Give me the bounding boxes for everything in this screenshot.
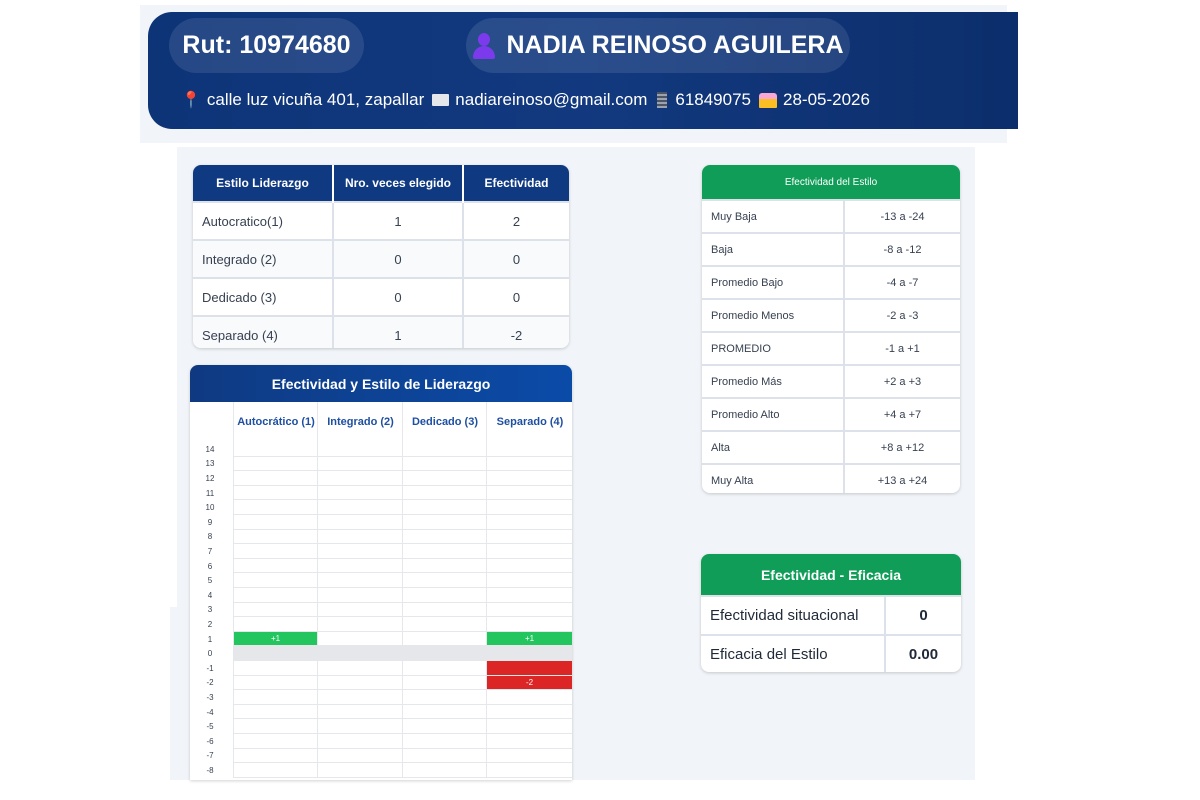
chart-cell <box>402 646 486 661</box>
table-row <box>702 299 960 332</box>
chart-row <box>190 544 572 559</box>
chart-cell <box>486 573 572 588</box>
chart-cell <box>233 705 317 720</box>
chart-cell <box>317 734 402 749</box>
chart-row <box>190 661 572 676</box>
chart-cell <box>317 676 402 691</box>
chart-bar: -2 <box>486 676 572 691</box>
chart-cell <box>402 588 486 603</box>
envelope-icon <box>432 94 449 106</box>
chart-cell <box>486 457 572 472</box>
count-cell: 0 <box>333 240 463 278</box>
chart-row <box>190 632 572 647</box>
scale-range: +13 a +24 <box>844 464 960 493</box>
chart-row <box>190 763 572 778</box>
col-header-count: Nro. veces elegido <box>333 165 463 202</box>
scale-label: Alta <box>702 431 844 464</box>
scale-range: -8 a -12 <box>844 233 960 266</box>
chart-cell <box>233 690 317 705</box>
scale-label: Promedio Más <box>702 365 844 398</box>
chart-cell <box>233 515 317 530</box>
chart-row <box>190 588 572 603</box>
person-name: NADIA REINOSO AGUILERA <box>506 31 844 59</box>
chart-cell <box>317 632 402 647</box>
scale-label: Promedio Menos <box>702 299 844 332</box>
effect-cell: 0 <box>463 278 569 316</box>
y-tick-label: 12 <box>205 473 215 483</box>
y-tick-label: 9 <box>207 517 213 527</box>
chart-cell <box>317 486 402 501</box>
phone-icon <box>657 92 667 108</box>
col-header-effectiveness: Efectividad <box>463 165 569 202</box>
scale-label: PROMEDIO <box>702 332 844 365</box>
chart-cell <box>317 588 402 603</box>
chart-cell <box>233 617 317 632</box>
chart-row <box>190 559 572 574</box>
chart-cell <box>317 573 402 588</box>
chart-cell <box>233 559 317 574</box>
table-row <box>193 316 569 348</box>
y-tick-label: 3 <box>207 605 213 615</box>
chart-cell <box>486 530 572 545</box>
effect-cell: -2 <box>463 316 569 348</box>
chart-cell <box>402 676 486 691</box>
scale-label: Muy Alta <box>702 464 844 493</box>
chart-cell <box>402 530 486 545</box>
chart-cell <box>233 471 317 486</box>
chart-cell <box>233 486 317 501</box>
scale-range: +4 a +7 <box>844 398 960 431</box>
date-text: 28-05-2026 <box>783 90 870 109</box>
scale-range: +2 a +3 <box>844 365 960 398</box>
chart-column-header: Integrado (2) <box>317 402 403 442</box>
scale-label: Promedio Alto <box>702 398 844 431</box>
chart-row <box>190 676 572 691</box>
y-tick-label: 8 <box>207 532 213 542</box>
y-tick-label: 5 <box>207 576 213 586</box>
table-row <box>702 332 960 365</box>
cake-icon <box>759 93 777 108</box>
content-left-strip <box>170 147 177 607</box>
chart-cell <box>402 573 486 588</box>
scale-range: -2 a -3 <box>844 299 960 332</box>
chart-row <box>190 442 572 457</box>
chart-cell <box>402 559 486 574</box>
chart-column-headers <box>190 402 572 442</box>
chart-cell <box>317 690 402 705</box>
chart-cell <box>317 705 402 720</box>
table-row <box>701 596 961 635</box>
scale-range: -4 a -7 <box>844 266 960 299</box>
chart-cell <box>317 763 402 778</box>
table-row <box>702 233 960 266</box>
effect-cell: 0 <box>463 240 569 278</box>
chart-row <box>190 486 572 501</box>
chart-cell <box>233 734 317 749</box>
count-cell: 1 <box>333 316 463 348</box>
chart-cell <box>233 500 317 515</box>
efficacy-label: Eficacia del Estilo <box>701 635 885 672</box>
scale-label: Muy Baja <box>702 200 844 233</box>
chart-cell <box>402 719 486 734</box>
chart-row <box>190 705 572 720</box>
rut-text: Rut: 10974680 <box>182 31 351 59</box>
chart-cell <box>486 559 572 574</box>
style-cell: Autocratico(1) <box>193 202 333 240</box>
y-tick-label: 10 <box>205 503 215 513</box>
chart-bar: +1 <box>486 632 572 647</box>
y-tick-label: -6 <box>206 736 214 746</box>
email-text: nadiareinoso@gmail.com <box>455 90 648 109</box>
chart-column-header: Autocrático (1) <box>233 402 318 442</box>
chart-cell <box>486 749 572 764</box>
y-tick-label: 7 <box>207 546 213 556</box>
table-row <box>702 365 960 398</box>
chart-cell <box>486 515 572 530</box>
chart-bar: +1 <box>233 632 317 647</box>
chart-cell <box>402 442 486 457</box>
chart-cell <box>317 603 402 618</box>
y-tick-label: 6 <box>207 561 213 571</box>
chart-cell <box>402 500 486 515</box>
efficacy-value: 0 <box>885 596 961 635</box>
chart-cell <box>486 588 572 603</box>
chart-cell <box>317 719 402 734</box>
chart-cell <box>486 646 572 661</box>
y-tick-label: -8 <box>206 765 214 775</box>
name-badge <box>466 18 850 73</box>
chart-cell <box>317 442 402 457</box>
address-text: calle luz vicuña 401, zapallar <box>206 90 425 109</box>
chart-cell <box>233 749 317 764</box>
chart-cell <box>486 763 572 778</box>
scale-label: Baja <box>702 233 844 266</box>
contact-info <box>175 90 870 110</box>
style-cell: Integrado (2) <box>193 240 333 278</box>
chart-row <box>190 690 572 705</box>
chart-column-header: Separado (4) <box>486 402 572 442</box>
count-cell: 0 <box>333 278 463 316</box>
chart-cell <box>486 719 572 734</box>
chart-cell <box>486 471 572 486</box>
scale-range: -13 a -24 <box>844 200 960 233</box>
y-tick-label: 13 <box>205 459 215 469</box>
efficacy-label: Efectividad situacional <box>701 596 885 635</box>
efficacy-table <box>701 554 961 672</box>
chart-cell <box>233 719 317 734</box>
scale-label: Promedio Bajo <box>702 266 844 299</box>
chart-cell <box>233 457 317 472</box>
table-row <box>193 202 569 240</box>
table-row <box>702 431 960 464</box>
chart-row <box>190 734 572 749</box>
chart-cell <box>486 486 572 501</box>
y-tick-label: -5 <box>206 722 214 732</box>
chart-cell <box>486 544 572 559</box>
chart-cell <box>317 646 402 661</box>
phone-text: 61849075 <box>675 90 751 109</box>
profile-header <box>148 12 1018 129</box>
y-tick-label: 0 <box>207 649 213 659</box>
effect-cell: 2 <box>463 202 569 240</box>
chart-cell <box>402 763 486 778</box>
chart-cell <box>233 588 317 603</box>
y-tick-label: -1 <box>206 663 214 673</box>
chart-cell <box>317 515 402 530</box>
chart-cell <box>317 617 402 632</box>
chart-cell <box>317 530 402 545</box>
chart-cell <box>402 734 486 749</box>
chart-cell <box>233 573 317 588</box>
chart-column-header: Dedicado (3) <box>402 402 487 442</box>
y-tick-label: -3 <box>206 692 214 702</box>
efficacy-value: 0.00 <box>885 635 961 672</box>
effectiveness-chart <box>190 365 572 780</box>
chart-row <box>190 471 572 486</box>
chart-cell <box>233 530 317 545</box>
chart-cell <box>486 617 572 632</box>
table-row <box>702 266 960 299</box>
table-row <box>193 278 569 316</box>
y-tick-label: -2 <box>206 678 214 688</box>
y-tick-label: 2 <box>207 619 213 629</box>
table-row <box>702 398 960 431</box>
chart-cell <box>486 500 572 515</box>
chart-cell <box>317 559 402 574</box>
y-tick-label: 11 <box>205 488 215 498</box>
table-row <box>193 240 569 278</box>
leadership-styles-table <box>193 165 569 348</box>
chart-row <box>190 603 572 618</box>
chart-cell <box>402 705 486 720</box>
chart-cell <box>486 690 572 705</box>
chart-cell <box>402 661 486 676</box>
chart-cell <box>233 676 317 691</box>
chart-bar <box>486 661 572 676</box>
chart-cell <box>402 632 486 647</box>
scale-table-title: Efectividad del Estilo <box>702 165 960 199</box>
chart-cell <box>402 617 486 632</box>
chart-cell <box>233 763 317 778</box>
rut-badge <box>169 18 364 73</box>
chart-cell <box>486 705 572 720</box>
chart-cell <box>233 442 317 457</box>
table-row <box>702 464 960 493</box>
chart-cell <box>486 603 572 618</box>
style-cell: Separado (4) <box>193 316 333 348</box>
chart-row <box>190 515 572 530</box>
y-tick-label: -4 <box>206 707 214 717</box>
y-tick-label: -7 <box>206 751 214 761</box>
chart-row <box>190 500 572 515</box>
chart-cell <box>402 603 486 618</box>
chart-cell <box>486 734 572 749</box>
efficacy-table-title: Efectividad - Eficacia <box>701 554 961 595</box>
chart-cell <box>486 442 572 457</box>
scale-range: -1 a +1 <box>844 332 960 365</box>
chart-title: Efectividad y Estilo de Liderazgo <box>190 365 572 402</box>
count-cell: 1 <box>333 202 463 240</box>
chart-cell <box>402 690 486 705</box>
chart-cell <box>233 646 317 661</box>
chart-cell <box>233 661 317 676</box>
col-header-style: Estilo Liderazgo <box>193 165 333 202</box>
chart-row <box>190 749 572 764</box>
chart-cell <box>317 471 402 486</box>
chart-cell <box>317 749 402 764</box>
chart-row <box>190 646 572 661</box>
y-tick-label: 4 <box>207 590 213 600</box>
chart-cell <box>317 661 402 676</box>
user-icon <box>472 33 496 59</box>
effectiveness-scale-table <box>702 165 960 493</box>
chart-cell <box>317 544 402 559</box>
chart-cell <box>317 500 402 515</box>
table-row <box>701 635 961 672</box>
style-cell: Dedicado (3) <box>193 278 333 316</box>
y-tick-label: 1 <box>207 634 213 644</box>
chart-cell <box>402 515 486 530</box>
chart-cell <box>233 544 317 559</box>
chart-cell <box>402 749 486 764</box>
chart-cell <box>402 544 486 559</box>
chart-cell <box>402 486 486 501</box>
table-row <box>702 200 960 233</box>
chart-row <box>190 457 572 472</box>
chart-cell <box>233 603 317 618</box>
chart-cell <box>317 457 402 472</box>
y-tick-label: 14 <box>205 444 215 454</box>
chart-row <box>190 617 572 632</box>
chart-row <box>190 530 572 545</box>
location-pin-icon: 📍 <box>181 92 201 109</box>
chart-cell <box>402 471 486 486</box>
scale-range: +8 a +12 <box>844 431 960 464</box>
chart-cell <box>402 457 486 472</box>
chart-row <box>190 719 572 734</box>
chart-row <box>190 573 572 588</box>
